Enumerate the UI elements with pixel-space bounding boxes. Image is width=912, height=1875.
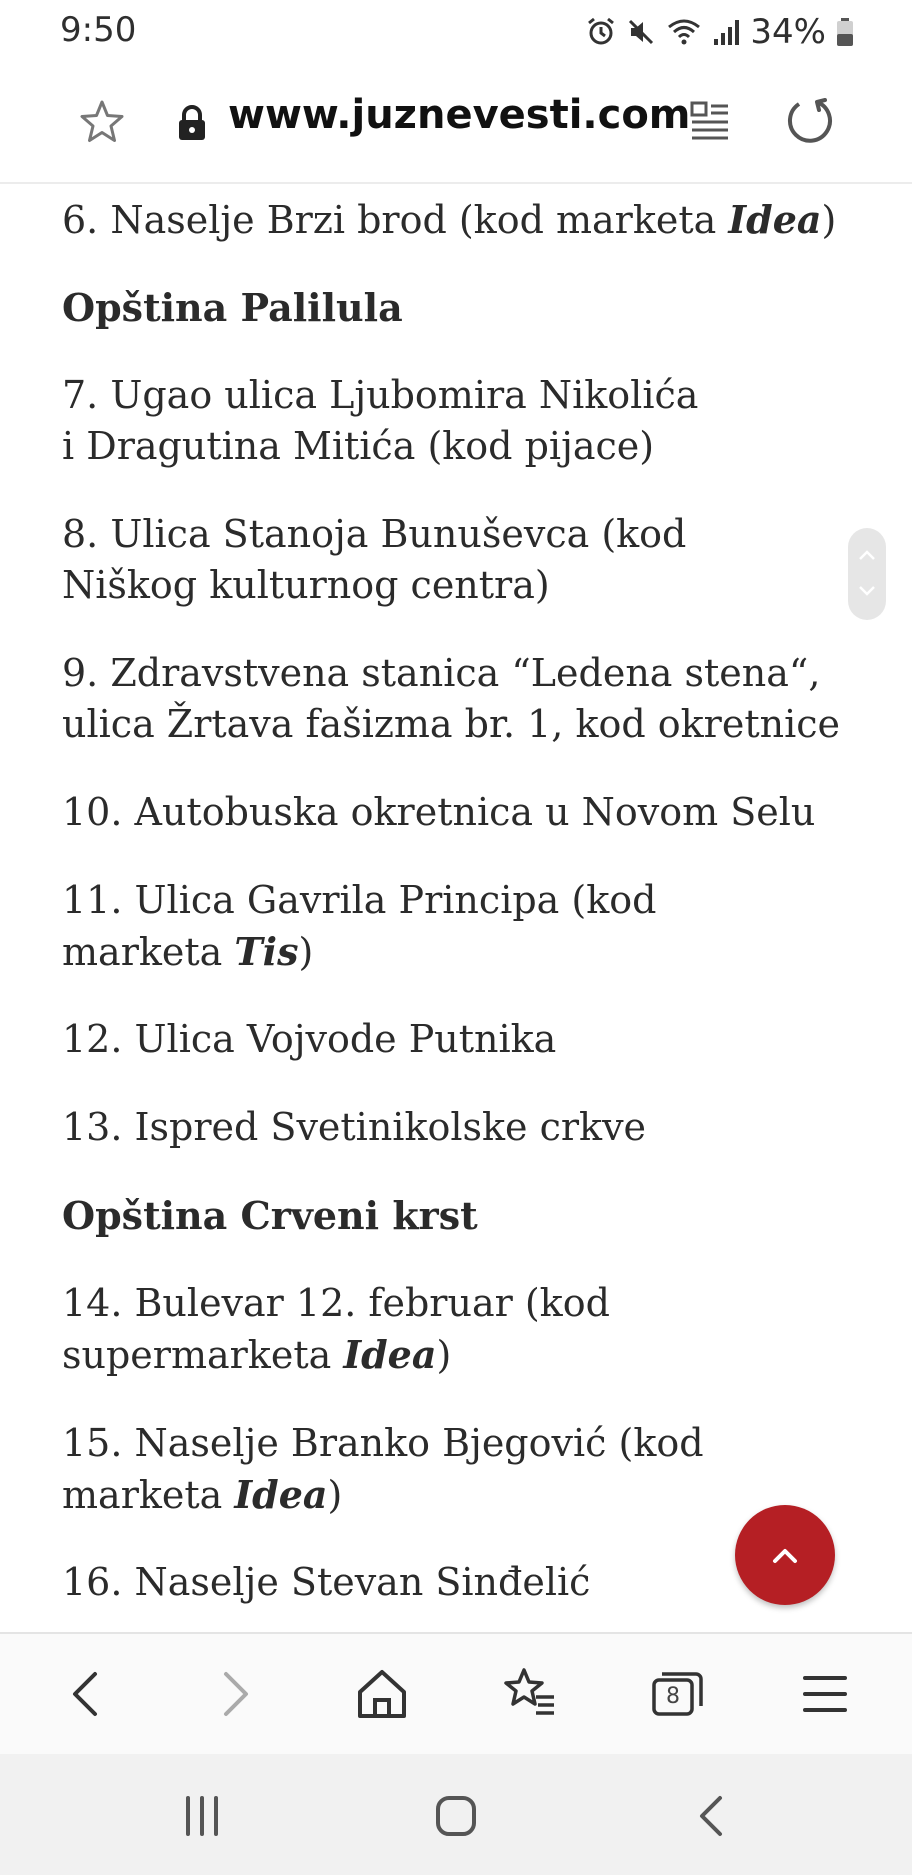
system-navigation-bar bbox=[0, 1754, 912, 1875]
recent-apps-icon[interactable] bbox=[180, 1794, 224, 1838]
list-item: 7. Ugao ulica Ljubomira Nikolića i Dragutina Mitića (kod pijace) bbox=[62, 373, 699, 468]
section-heading: Opština Palilula bbox=[62, 285, 403, 330]
scroll-to-top-button[interactable] bbox=[735, 1505, 835, 1605]
chevron-down-icon bbox=[857, 584, 877, 598]
article-content bbox=[62, 182, 862, 1632]
reader-mode-icon[interactable] bbox=[690, 100, 730, 142]
chevron-up-icon bbox=[767, 1539, 803, 1569]
battery-icon bbox=[836, 17, 854, 47]
list-item: 15. Naselje Branko Bjegović (kod marketa Idea) bbox=[62, 1421, 704, 1517]
back-icon bbox=[57, 1664, 117, 1724]
list-item: 14. Bulevar 12. februar (kod supermarketa Idea) bbox=[62, 1281, 610, 1377]
list-item: 10. Autobuska okretnica u Novom Selu bbox=[62, 790, 816, 834]
home-icon bbox=[352, 1664, 412, 1724]
tabs-button[interactable] bbox=[648, 1664, 708, 1724]
fast-scroll-handle[interactable] bbox=[848, 528, 886, 620]
address-bar bbox=[0, 62, 912, 184]
forward-icon bbox=[204, 1664, 264, 1724]
lock-icon bbox=[175, 104, 209, 142]
alarm-icon bbox=[586, 17, 616, 47]
reload-icon[interactable] bbox=[784, 96, 834, 146]
list-item: 6. Naselje Brzi brod (kod marketa Idea) bbox=[62, 197, 837, 242]
browser-toolbar bbox=[0, 1632, 912, 1756]
back-button[interactable] bbox=[57, 1664, 117, 1724]
wifi-icon bbox=[666, 17, 702, 47]
list-item: 16. Naselje Stevan Sinđelić bbox=[62, 1560, 591, 1604]
list-item: 9. Zdravstvena stanica “Ledena stena“, ulica Žrtava fašizma br. 1, kod okretnice bbox=[62, 651, 840, 746]
battery-percent: 34% bbox=[750, 12, 826, 52]
chevron-up-icon bbox=[857, 548, 877, 562]
forward-button[interactable] bbox=[204, 1664, 264, 1724]
list-item: 8. Ulica Stanoja Bunuševca (kod Niškog kulturnog centra) bbox=[62, 512, 687, 607]
status-icons bbox=[586, 12, 854, 52]
home-button[interactable] bbox=[352, 1664, 412, 1724]
bookmark-star-icon[interactable] bbox=[78, 98, 126, 146]
list-item: 12. Ulica Vojvode Putnika bbox=[62, 1017, 557, 1061]
menu-button[interactable] bbox=[795, 1664, 855, 1724]
list-item: 11. Ulica Gavrila Principa (kod marketa Tis) bbox=[62, 878, 657, 974]
section-heading: Opština Crveni krst bbox=[62, 1193, 478, 1238]
system-back-icon[interactable] bbox=[690, 1794, 734, 1838]
bookmarks-button[interactable] bbox=[500, 1664, 560, 1724]
signal-icon bbox=[712, 17, 740, 47]
menu-icon bbox=[795, 1664, 855, 1724]
tab-count: 8 bbox=[666, 1684, 680, 1709]
status-time: 9:50 bbox=[60, 10, 137, 50]
bookmarks-icon bbox=[500, 1664, 560, 1724]
home-button-icon[interactable] bbox=[434, 1794, 478, 1838]
list-item: 13. Ispred Svetinikolske crkve bbox=[62, 1105, 647, 1149]
status-bar bbox=[0, 0, 912, 62]
url-text[interactable]: www.juznevesti.com bbox=[228, 92, 691, 138]
mute-icon bbox=[626, 17, 656, 47]
